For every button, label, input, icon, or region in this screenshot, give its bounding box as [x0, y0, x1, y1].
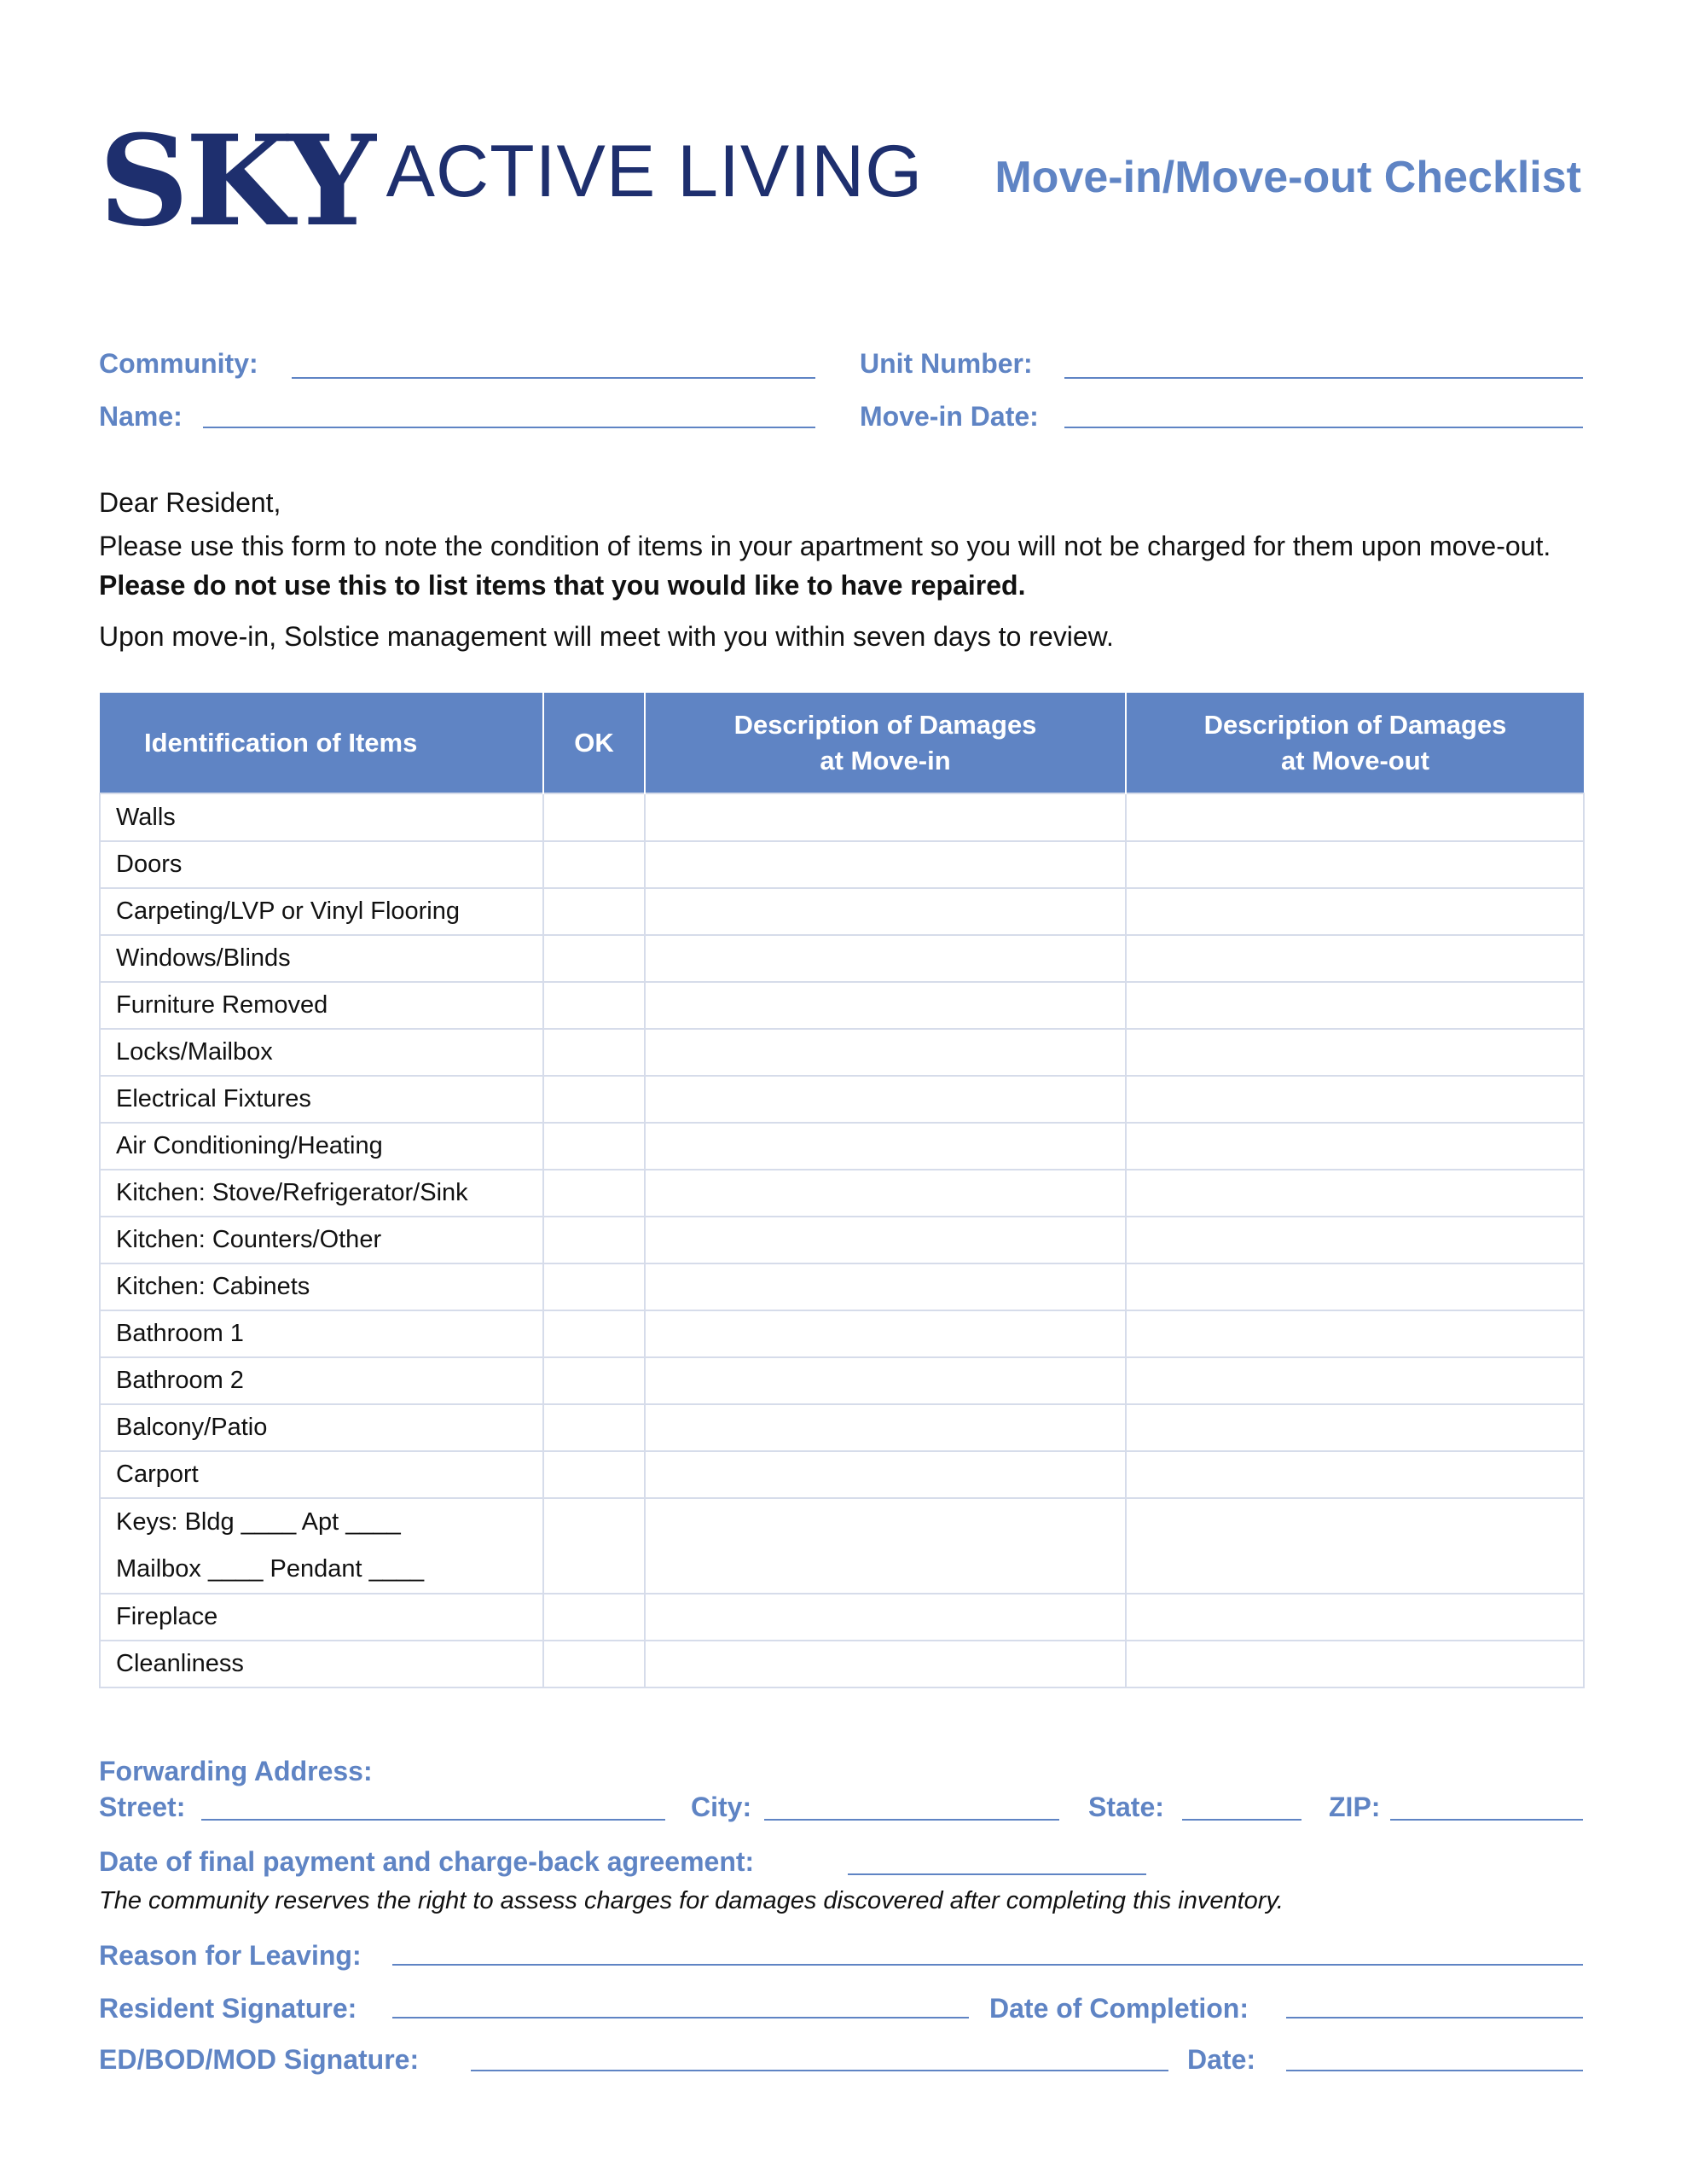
move-out-damage-cell[interactable] — [1126, 1310, 1584, 1357]
ok-cell[interactable] — [543, 935, 645, 982]
date-label: Date: — [1187, 2044, 1256, 2075]
header-damages-move-out — [1126, 693, 1584, 793]
move-out-damage-cell[interactable] — [1126, 1594, 1584, 1641]
item-label: Balcony/Patio — [100, 1404, 543, 1451]
table-row — [100, 1404, 1584, 1451]
state-field[interactable] — [1182, 1819, 1301, 1821]
street-field[interactable] — [201, 1819, 665, 1821]
move-out-damage-cell[interactable] — [1126, 1170, 1584, 1217]
final-payment-date-field[interactable] — [848, 1873, 1146, 1875]
ok-cell[interactable] — [543, 1310, 645, 1357]
move-out-damage-cell[interactable] — [1126, 841, 1584, 888]
logo-sky-mark: SKY — [99, 108, 373, 254]
ok-cell[interactable] — [543, 1029, 645, 1076]
move-in-damage-cell[interactable] — [645, 1594, 1126, 1641]
item-label: Furniture Removed — [100, 982, 543, 1029]
keys-mailbox-pendant-line: Mailbox ____ Pendant ____ — [116, 1555, 425, 1583]
move-in-damage-cell[interactable] — [645, 935, 1126, 982]
table-row-keys — [100, 1498, 1584, 1594]
intro-paragraph-bold: Please do not use this to list items that you would like to have repaired. — [99, 570, 1026, 601]
ok-cell[interactable] — [543, 1123, 645, 1170]
intro-review-note: Upon move-in, Solstice management will meet with you within seven days to review. — [99, 621, 1114, 652]
community-field[interactable] — [292, 377, 815, 379]
ok-cell[interactable] — [543, 1498, 645, 1594]
header-damages-move-out-line1: Description of Damages — [1203, 709, 1507, 740]
logo-wordmark: ACTIVE LIVING — [386, 131, 924, 212]
header-damages-move-out-line2: at Move-out — [1281, 745, 1429, 775]
intro-paragraph-text: Please use this form to note the condition of items in your apartment so you will not be charged for them upon move-out. — [99, 531, 1551, 561]
move-in-damage-cell[interactable] — [645, 1641, 1126, 1687]
item-label: Windows/Blinds — [100, 935, 543, 982]
table-row — [100, 1029, 1584, 1076]
item-label: Walls — [100, 793, 543, 841]
ok-cell[interactable] — [543, 1451, 645, 1498]
item-label: Bathroom 2 — [100, 1357, 543, 1404]
item-label: Carpeting/LVP or Vinyl Flooring — [100, 888, 543, 935]
unit-number-field[interactable] — [1064, 377, 1583, 379]
table-row — [100, 793, 1584, 841]
ok-cell[interactable] — [543, 793, 645, 841]
move-in-damage-cell[interactable] — [645, 1029, 1126, 1076]
move-out-damage-cell[interactable] — [1126, 1217, 1584, 1263]
move-out-damage-cell[interactable] — [1126, 1029, 1584, 1076]
ed-bod-mod-signature-field[interactable] — [471, 2070, 1168, 2071]
city-label: City: — [691, 1792, 752, 1822]
table-row — [100, 1641, 1584, 1687]
reason-for-leaving-label: Reason for Leaving: — [99, 1940, 362, 1971]
intro-paragraph — [99, 526, 1588, 605]
date-of-completion-field[interactable] — [1286, 2017, 1583, 2018]
move-in-damage-cell[interactable] — [645, 888, 1126, 935]
move-in-damage-cell[interactable] — [645, 793, 1126, 841]
item-label: Kitchen: Cabinets — [100, 1263, 543, 1310]
ok-cell[interactable] — [543, 1076, 645, 1123]
keys-item-label — [100, 1498, 543, 1594]
ok-cell[interactable] — [543, 1357, 645, 1404]
move-in-damage-cell[interactable] — [645, 841, 1126, 888]
move-in-damage-cell[interactable] — [645, 982, 1126, 1029]
table-row — [100, 1594, 1584, 1641]
move-out-damage-cell[interactable] — [1126, 793, 1584, 841]
item-label: Bathroom 1 — [100, 1310, 543, 1357]
table-row — [100, 888, 1584, 935]
item-label: Locks/Mailbox — [100, 1029, 543, 1076]
item-label: Kitchen: Counters/Other — [100, 1217, 543, 1263]
table-row — [100, 1263, 1584, 1310]
item-label: Kitchen: Stove/Refrigerator/Sink — [100, 1170, 543, 1217]
move-out-damage-cell[interactable] — [1126, 1498, 1584, 1594]
item-label: Carport — [100, 1451, 543, 1498]
item-label: Air Conditioning/Heating — [100, 1123, 543, 1170]
date-of-completion-label: Date of Completion: — [989, 1993, 1249, 2024]
move-in-damage-cell[interactable] — [645, 1498, 1126, 1594]
move-in-damage-cell[interactable] — [645, 1357, 1126, 1404]
move-out-damage-cell[interactable] — [1126, 1076, 1584, 1123]
move-in-date-field[interactable] — [1064, 427, 1583, 428]
city-field[interactable] — [764, 1819, 1059, 1821]
table-row — [100, 1123, 1584, 1170]
state-label: State: — [1088, 1792, 1164, 1822]
resident-signature-label: Resident Signature: — [99, 1993, 357, 2024]
move-in-damage-cell[interactable] — [645, 1451, 1126, 1498]
move-out-damage-cell[interactable] — [1126, 1451, 1584, 1498]
ed-bod-mod-signature-label: ED/BOD/MOD Signature: — [99, 2044, 420, 2075]
header-damages-move-in-line1: Description of Damages — [733, 709, 1037, 740]
ok-cell[interactable] — [543, 1170, 645, 1217]
name-field[interactable] — [203, 427, 815, 428]
table-row — [100, 1076, 1584, 1123]
table-row — [100, 982, 1584, 1029]
table-row — [100, 841, 1584, 888]
move-out-damage-cell[interactable] — [1126, 935, 1584, 982]
move-out-damage-cell[interactable] — [1126, 1123, 1584, 1170]
table-header-row — [100, 693, 1584, 793]
ok-cell[interactable] — [543, 982, 645, 1029]
resident-signature-field[interactable] — [392, 2017, 969, 2018]
move-in-damage-cell[interactable] — [645, 1310, 1126, 1357]
ok-cell[interactable] — [543, 1594, 645, 1641]
keys-bldg-apt-line: Keys: Bldg ____ Apt ____ — [116, 1508, 401, 1536]
charges-disclaimer: The community reserves the right to assess charges for damages discovered after completing this inventory. — [99, 1887, 1284, 1914]
move-in-damage-cell[interactable] — [645, 1170, 1126, 1217]
ok-cell[interactable] — [543, 841, 645, 888]
move-in-damage-cell[interactable] — [645, 1076, 1126, 1123]
table-row — [100, 1357, 1584, 1404]
move-out-damage-cell[interactable] — [1126, 1641, 1584, 1687]
street-label: Street: — [99, 1792, 186, 1822]
header-identification-of-items: Identification of Items — [100, 693, 543, 793]
zip-field[interactable] — [1390, 1819, 1583, 1821]
item-label: Cleanliness — [100, 1641, 543, 1687]
item-label: Doors — [100, 841, 543, 888]
move-out-damage-cell[interactable] — [1126, 1263, 1584, 1310]
header-damages-move-in — [645, 693, 1126, 793]
move-in-damage-cell[interactable] — [645, 1217, 1126, 1263]
move-out-damage-cell[interactable] — [1126, 888, 1584, 935]
checklist-table — [99, 693, 1585, 1688]
name-label: Name: — [99, 401, 183, 432]
ok-cell[interactable] — [543, 1217, 645, 1263]
move-in-damage-cell[interactable] — [645, 1263, 1126, 1310]
move-out-damage-cell[interactable] — [1126, 1404, 1584, 1451]
item-label: Electrical Fixtures — [100, 1076, 543, 1123]
forwarding-address-label: Forwarding Address: — [99, 1756, 373, 1786]
table-row — [100, 1170, 1584, 1217]
move-in-date-label: Move-in Date: — [860, 401, 1039, 432]
table-row — [100, 1310, 1584, 1357]
page-title: Move-in/Move-out Checklist — [994, 153, 1581, 202]
move-in-damage-cell[interactable] — [645, 1123, 1126, 1170]
item-label: Fireplace — [100, 1594, 543, 1641]
move-in-damage-cell[interactable] — [645, 1404, 1126, 1451]
table-row — [100, 1217, 1584, 1263]
header-damages-move-in-line2: at Move-in — [820, 745, 951, 775]
community-label: Community: — [99, 348, 258, 379]
zip-label: ZIP: — [1329, 1792, 1381, 1822]
ok-cell[interactable] — [543, 888, 645, 935]
ok-cell[interactable] — [543, 1263, 645, 1310]
greeting: Dear Resident, — [99, 487, 281, 518]
ok-cell[interactable] — [543, 1404, 645, 1451]
table-row — [100, 1451, 1584, 1498]
header-ok: OK — [543, 693, 645, 793]
ok-cell[interactable] — [543, 1641, 645, 1687]
sky-active-living-logo — [99, 108, 924, 254]
move-out-damage-cell[interactable] — [1126, 982, 1584, 1029]
move-out-damage-cell[interactable] — [1126, 1357, 1584, 1404]
final-payment-label: Date of final payment and charge-back agreement: — [99, 1846, 755, 1877]
date-field[interactable] — [1286, 2070, 1583, 2071]
unit-number-label: Unit Number: — [860, 348, 1033, 379]
reason-for-leaving-field[interactable] — [392, 1964, 1583, 1966]
table-row — [100, 935, 1584, 982]
